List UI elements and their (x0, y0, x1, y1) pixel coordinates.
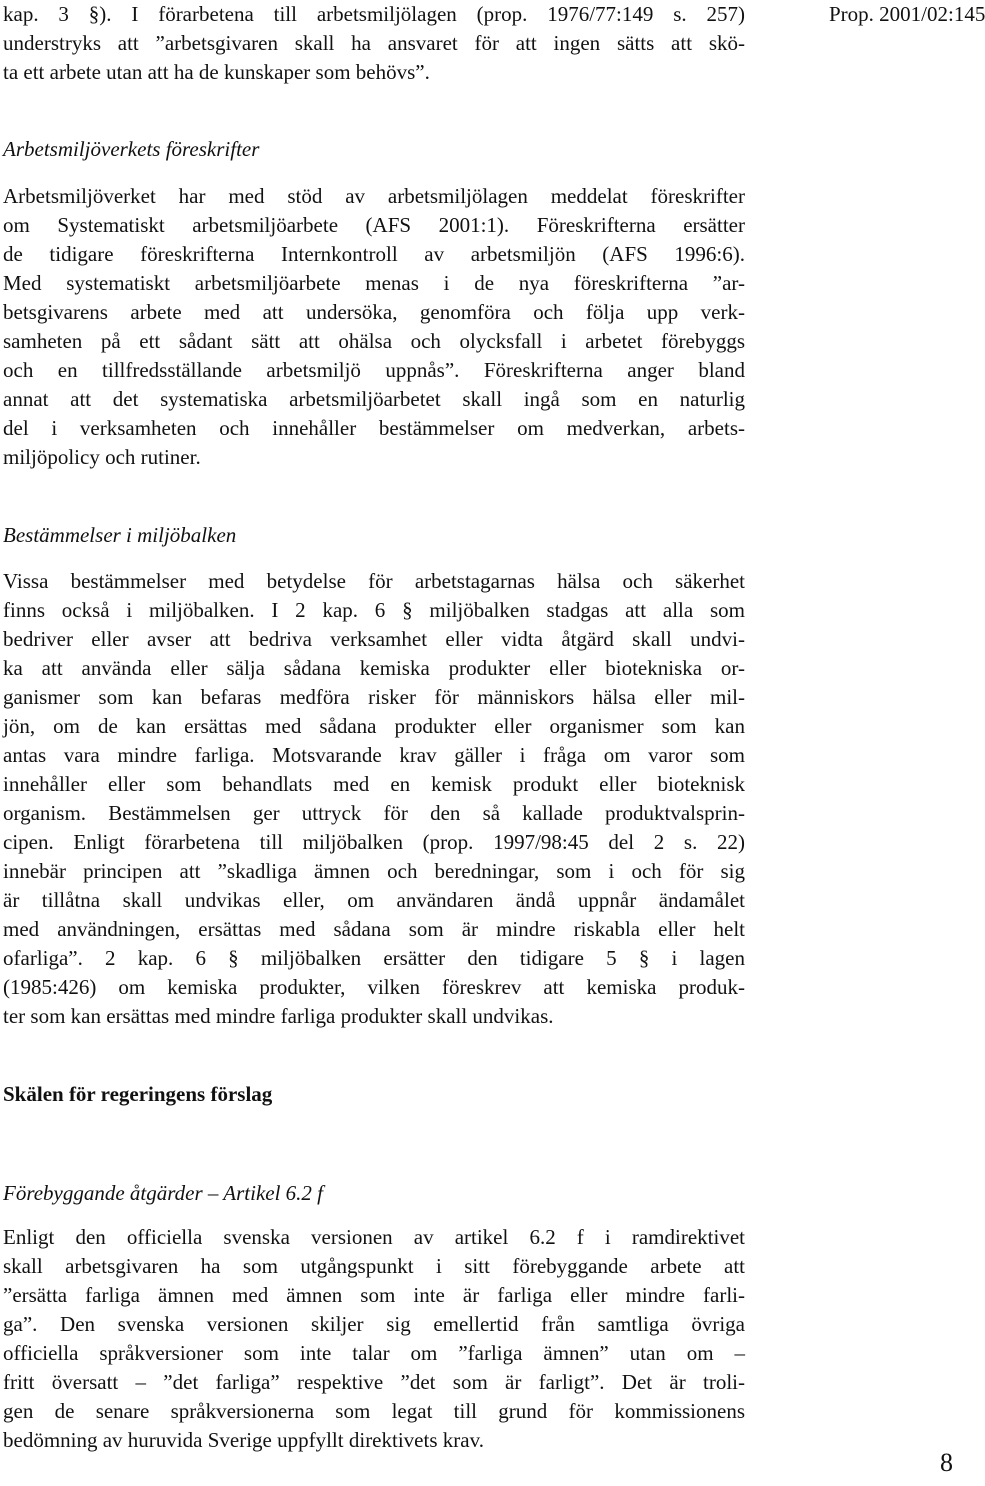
proposition-reference: Prop. 2001/02:145 (829, 2, 985, 26)
text-line: cipen. Enligt förarbetena till miljöbalken (prop. 1997/98:45 del 2 s. 22) (3, 830, 745, 854)
text-line: de tidigare föreskrifterna Internkontroll av arbetsmiljön (AFS 1996:6). (3, 242, 745, 266)
text-line: innehåller eller som behandlats med en kemisk produkt eller bioteknisk (3, 772, 745, 796)
text-line: bedömning av huruvida Sverige uppfyllt direktivets krav. (3, 1428, 484, 1452)
text-line: del i verksamheten och innehåller bestämmelser om medverkan, arbets- (3, 416, 745, 440)
text-line: Enligt den officiella svenska versionen av artikel 6.2 f i ramdirektivet (3, 1225, 745, 1249)
text-line: samheten på ett sådant sätt att ohälsa och olycksfall i arbetet förebyggs (3, 329, 745, 353)
text-line: ganismer som kan befaras medföra risker för människors hälsa eller mil- (3, 685, 745, 709)
text-line: jön, om de kan ersättas med sådana produkter eller organismer som kan (3, 714, 745, 738)
article-paragraph (3, 1223, 745, 1455)
text-line: organism. Bestämmelsen ger uttryck för den så kallade produktvalsprin- (3, 801, 745, 825)
afs-paragraph (3, 182, 745, 472)
text-line: ka att använda eller sälja sådana kemiska produkter eller biotekniska or- (3, 656, 745, 680)
text-line: understryks att ”arbetsgivaren skall ha ansvaret för att ingen sätts att skö- (3, 31, 745, 55)
page-number: 8 (940, 1448, 953, 1477)
text-line: miljöpolicy och rutiner. (3, 445, 201, 469)
text-line: Arbetsmiljöverket har med stöd av arbetsmiljölagen meddelat föreskrifter (3, 184, 745, 208)
text-line: ta ett arbete utan att ha de kunskaper som behövs”. (3, 60, 430, 84)
text-line: ”ersätta farliga ämnen med ämnen som inte är farliga eller mindre farli- (3, 1283, 745, 1307)
text-line: innebär principen att ”skadliga ämnen och beredningar, som i och för sig (3, 859, 745, 883)
text-line: finns också i miljöbalken. I 2 kap. 6 § miljöbalken stadgas att alla som (3, 598, 745, 622)
text-line: är tillåtna skall undvikas eller, om användaren ändå uppnår ändamålet (3, 888, 745, 912)
text-line: skall arbetsgivaren ha som utgångspunkt i sitt förebyggande arbete att (3, 1254, 745, 1278)
miljobalken-paragraph (3, 567, 745, 1031)
text-line: (1985:426) om kemiska produkter, vilken föreskrev att kemiska produk- (3, 975, 745, 999)
text-line: fritt översatt – ”det farliga” respektive ”det som är farligt”. Det är troli- (3, 1370, 745, 1394)
text-line: gen de senare språkversionerna som legat till grund för kommissionens (3, 1399, 745, 1423)
text-line: antas vara mindre farliga. Motsvarande krav gäller i fråga om varor som (3, 743, 745, 767)
text-line: annat att det systematiska arbetsmiljöarbetet skall ingå som en naturlig (3, 387, 745, 411)
text-line: ofarliga”. 2 kap. 6 § miljöbalken ersätter den tidigare 5 § i lagen (3, 946, 745, 970)
text-line: ter som kan ersättas med mindre farliga produkter skall undvikas. (3, 1004, 554, 1028)
section-heading-reasons: Skälen för regeringens förslag (3, 1082, 273, 1106)
section-heading-article: Förebyggande åtgärder – Artikel 6.2 f (3, 1181, 324, 1205)
text-line: officiella språkversioner som inte talar om ”farliga ämnen” utan om – (3, 1341, 745, 1365)
text-line: bedriver eller avser att bedriva verksamhet eller vidta åtgärd skall undvi- (3, 627, 745, 651)
text-line: och en tillfredsställande arbetsmiljö uppnås”. Föreskrifterna anger bland (3, 358, 745, 382)
section-heading-miljobalken: Bestämmelser i miljöbalken (3, 523, 237, 547)
intro-paragraph (3, 0, 745, 87)
text-line: kap. 3 §). I förarbetena till arbetsmiljölagen (prop. 1976/77:149 s. 257) (3, 2, 745, 26)
text-line: ga”. Den svenska versionen skiljer sig emellertid från samtliga övriga (3, 1312, 745, 1336)
text-line: betsgivarens arbete med att undersöka, genomföra och följa upp verk- (3, 300, 745, 324)
text-line: Med systematiskt arbetsmiljöarbete menas i de nya föreskrifterna ”ar- (3, 271, 745, 295)
text-line: om Systematiskt arbetsmiljöarbete (AFS 2001:1). Föreskrifterna ersätter (3, 213, 745, 237)
section-heading-afs: Arbetsmiljöverkets föreskrifter (3, 137, 260, 161)
text-line: Vissa bestämmelser med betydelse för arbetstagarnas hälsa och säkerhet (3, 569, 745, 593)
text-line: med användningen, ersättas med sådana som är mindre riskabla eller helt (3, 917, 745, 941)
